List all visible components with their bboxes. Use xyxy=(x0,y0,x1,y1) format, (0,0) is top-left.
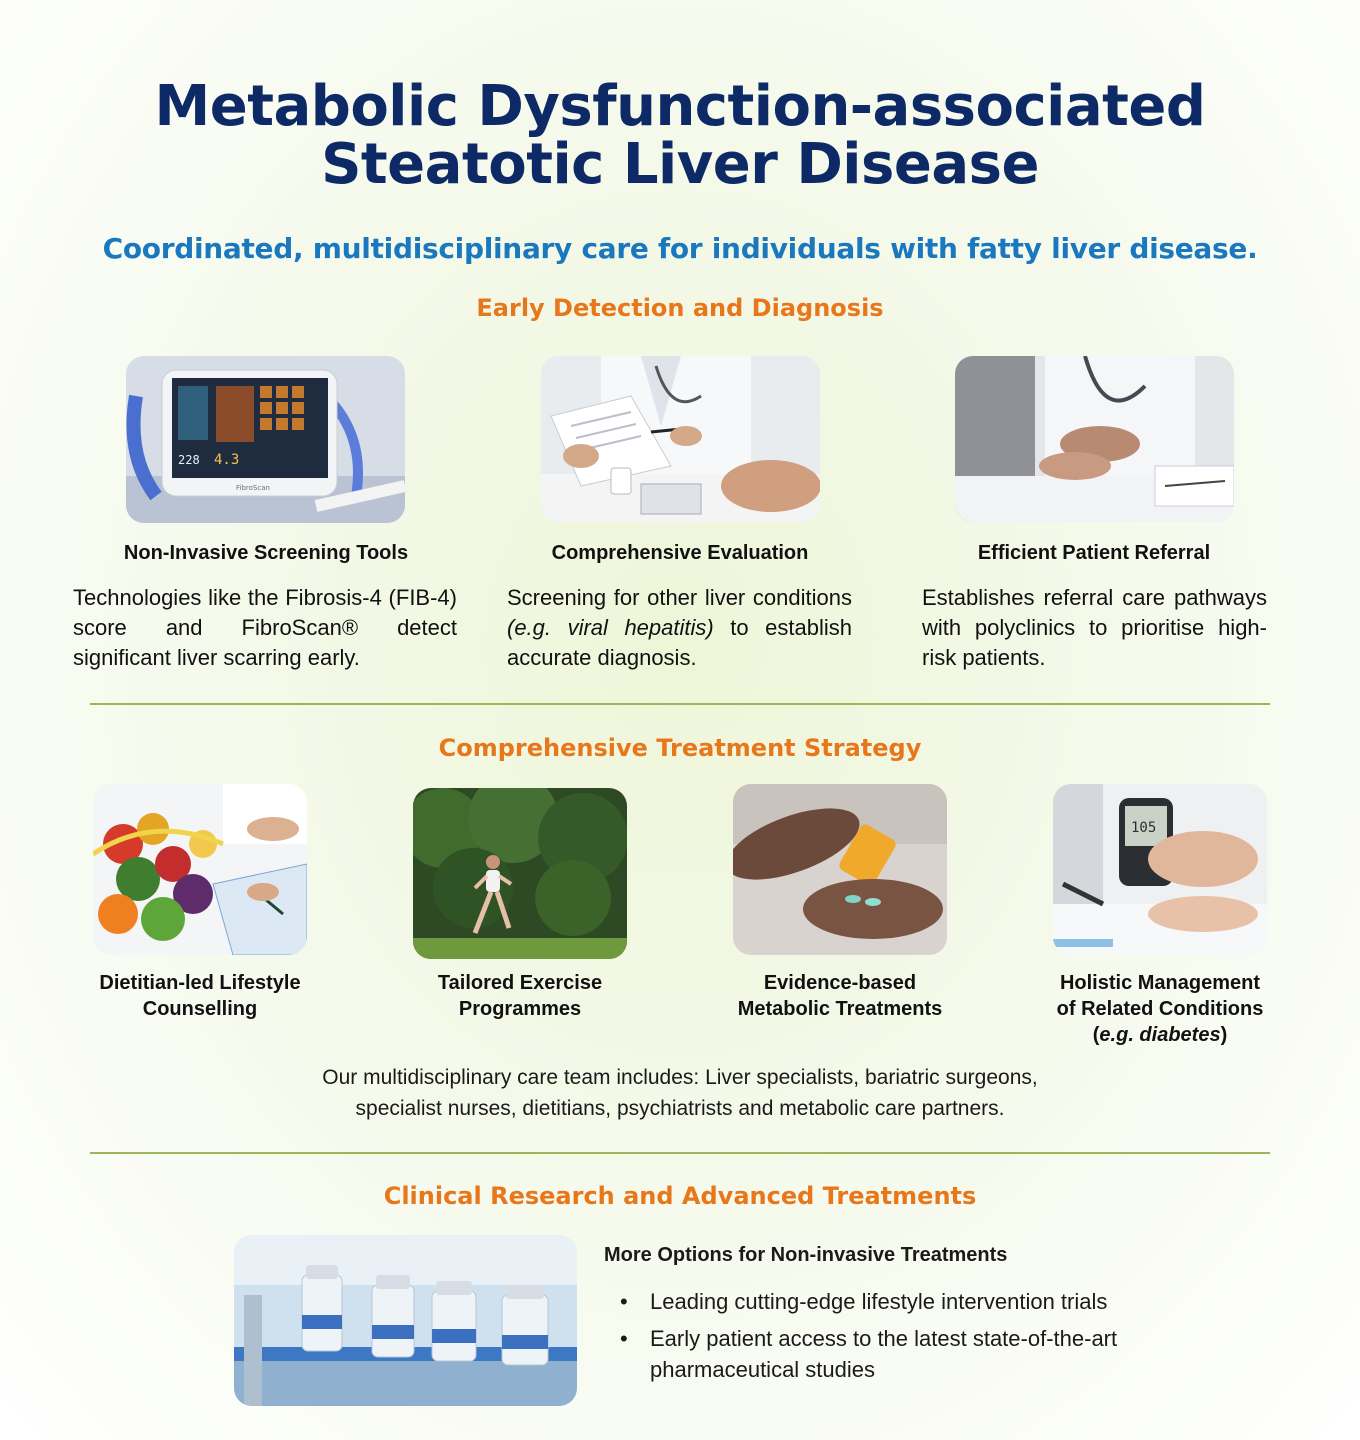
card-title-screening-tools: Non-Invasive Screening Tools xyxy=(123,542,409,564)
card-title-exercise xyxy=(390,970,650,1022)
metabolic-title-line-2: Metabolic Treatments xyxy=(737,998,943,1020)
glucose-meter-image xyxy=(1053,784,1267,955)
title-line-2: Steatotic Liver Disease xyxy=(321,132,1039,197)
holistic-paren-close: ) xyxy=(1220,1024,1228,1046)
card-title-holistic xyxy=(1030,970,1290,1048)
card-title-metabolic xyxy=(710,970,970,1022)
bullet-dot: • xyxy=(620,1289,628,1314)
card-title-evaluation: Comprehensive Evaluation xyxy=(551,542,809,564)
page-subtitle: Coordinated, multidisciplinary care for individuals with fatty liver disease. xyxy=(102,232,1258,265)
evaluation-text-part-1: Screening for other liver conditions xyxy=(507,585,852,610)
list-item xyxy=(620,1323,1240,1385)
section-heading-treatment: Comprehensive Treatment Strategy xyxy=(438,734,922,762)
exercise-running-image xyxy=(413,788,627,959)
care-team-line-2: specialist nurses, dietitians, psychiatrists and metabolic care partners. xyxy=(355,1097,1005,1120)
doctor-patient-hands-image xyxy=(955,356,1234,522)
holistic-paren-open: ( xyxy=(1092,1024,1100,1046)
exercise-title-line-1: Tailored Exercise xyxy=(437,972,603,994)
holistic-title-line-3 xyxy=(1030,1022,1290,1048)
section-divider-2 xyxy=(90,1152,1270,1154)
care-team-line-1: Our multidisciplinary care team includes: Liver specialists, bariatric surgeons, xyxy=(322,1066,1038,1089)
medication-pills-image xyxy=(733,784,947,955)
card-text-screening-tools: Technologies like the Fibrosis-4 (FIB-4) score and FibroScan® detect significant liver scarring early. xyxy=(73,585,457,670)
section-heading-research: Clinical Research and Advanced Treatments xyxy=(383,1182,977,1210)
doctor-clipboard-image xyxy=(541,356,820,522)
bullet-text-1: Leading cutting-edge lifestyle intervention trials xyxy=(650,1289,1108,1314)
card-text-evaluation xyxy=(507,583,852,673)
holistic-title-line-1: Holistic Management xyxy=(1059,972,1261,994)
fibroscan-readout-2: 4.3 xyxy=(214,452,240,468)
bullet-text-2: Early patient access to the latest state-of-the-art pharmaceutical studies xyxy=(650,1326,1118,1382)
card-title-referral: Efficient Patient Referral xyxy=(977,542,1211,564)
title-line-1: Metabolic Dysfunction-associated xyxy=(154,74,1206,139)
research-subheading: More Options for Non-invasive Treatments xyxy=(604,1244,1008,1266)
evaluation-text-italic: (e.g. viral hepatitis) xyxy=(507,615,714,640)
glucose-readout: 105 xyxy=(1131,820,1157,836)
holistic-title-line-2: of Related Conditions xyxy=(1056,998,1264,1020)
page-title xyxy=(0,74,1360,197)
care-team-statement xyxy=(200,1062,1160,1124)
research-bullet-list xyxy=(620,1286,1240,1391)
fibroscan-brand-label: FibroScan xyxy=(236,484,270,492)
bullet-dot: • xyxy=(620,1326,628,1351)
exercise-title-line-2: Programmes xyxy=(458,998,582,1020)
card-text-referral: Establishes referral care pathways with polyclinics to prioritise high-risk patients. xyxy=(922,585,1267,670)
list-item xyxy=(620,1286,1240,1317)
section-divider-1 xyxy=(90,703,1270,705)
diet-title-line-2: Counselling xyxy=(142,998,258,1020)
diet-title-line-1: Dietitian-led Lifestyle xyxy=(99,972,301,994)
fibroscan-readout-1: 228 xyxy=(178,453,200,467)
section-heading-detection: Early Detection and Diagnosis xyxy=(476,294,884,322)
diet-counselling-image xyxy=(93,784,307,955)
holistic-example-italic: e.g. diabetes xyxy=(1099,1024,1221,1046)
metabolic-title-line-1: Evidence-based xyxy=(763,972,917,994)
card-title-diet xyxy=(70,970,330,1022)
evaluation-text-part-2: to establish accurate diagnosis. xyxy=(507,615,852,670)
vials-production-line-image xyxy=(234,1235,577,1406)
fibroscan-device-image xyxy=(126,356,405,523)
